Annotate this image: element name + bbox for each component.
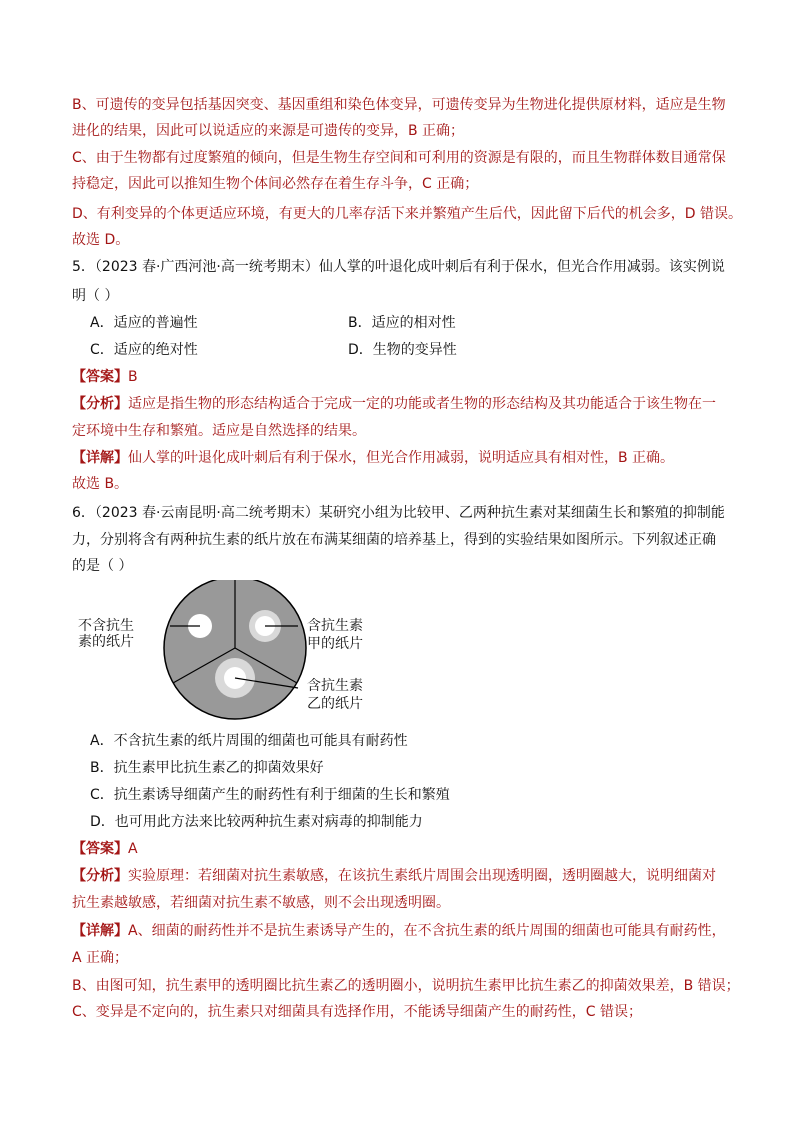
q5-detail-line-1 bbox=[72, 448, 674, 468]
q5-analysis-text-1: 适应是指生物的形态结构适合于完成一定的功能或者生物的形态结构及其功能适合于该生物在一 bbox=[128, 396, 716, 412]
q5-conclusion: 故选 B。 bbox=[72, 476, 129, 492]
q5-option-c: C．适应的绝对性 bbox=[90, 342, 198, 358]
prev-option-d-line-1: D、有利变异的个体更适应环境，有更大的几率存活下来并繁殖产生后代，因此留下后代的机会多，D 错误。 bbox=[72, 206, 743, 222]
prev-option-c-line-1: C、由于生物都有过度繁殖的倾向，但是生物生存空间和可利用的资源是有限的，而且生物群体数目通常保 bbox=[72, 150, 726, 166]
q5-analysis-line-1 bbox=[72, 394, 716, 414]
q6-analysis-line-2: 抗生素越敏感，若细菌对抗生素不敏感，则不会出现透明圈。 bbox=[72, 895, 450, 911]
label-antibiotic-a-line-2: 甲的纸片 bbox=[307, 636, 363, 652]
q5-stem-line-2: 明（ ） bbox=[72, 288, 119, 304]
q5-answer-tag: 【答案】 bbox=[72, 369, 128, 385]
label-antibiotic-a-line-1: 含抗生素 bbox=[307, 618, 363, 634]
q6-stem-line-3: 的是（ ） bbox=[72, 558, 133, 574]
q6-answer bbox=[72, 839, 138, 859]
q6-stem-line-1: 6．（2023 春·云南昆明·高二统考期末）某研究小组为比较甲、乙两种抗生素对某细菌生长和繁殖的抑制能 bbox=[72, 505, 725, 521]
label-antibiotic-b-line-1: 含抗生素 bbox=[307, 678, 363, 694]
q5-stem-line-1: 5．（2023 春·广西河池·高一统考期末）仙人掌的叶退化成叶刺后有利于保水，但光合作用减弱。该实例说 bbox=[72, 259, 725, 275]
prev-option-b-line-2: 进化的结果，因此可以说适应的来源是可遗传的变异，B 正确； bbox=[72, 123, 465, 139]
petri-dish-figure bbox=[70, 580, 390, 720]
label-antibiotic-b-line-2: 乙的纸片 bbox=[307, 696, 363, 712]
q6-option-b: B．抗生素甲比抗生素乙的抑菌效果好 bbox=[90, 760, 324, 776]
q5-analysis-tag: 【分析】 bbox=[72, 396, 128, 412]
q5-option-d: D．生物的变异性 bbox=[348, 342, 457, 358]
q6-analysis-tag: 【分析】 bbox=[72, 868, 128, 884]
q5-answer bbox=[72, 367, 138, 387]
q6-option-a: A．不含抗生素的纸片周围的细菌也可能具有耐药性 bbox=[90, 733, 408, 749]
q5-answer-value: B bbox=[128, 369, 138, 385]
q6-detail-a-text-1: A、细菌的耐药性并不是抗生素诱导产生的，在不含抗生素的纸片周围的细菌也可能具有耐药性， bbox=[128, 923, 726, 939]
q6-stem-line-2: 力，分别将含有两种抗生素的纸片放在布满某细菌的培养基上，得到的实验结果如图所示。下列叙述正确 bbox=[72, 532, 716, 548]
q6-detail-a-line-2: A 正确； bbox=[72, 950, 129, 966]
q5-detail-text-1: 仙人掌的叶退化成叶刺后有利于保水，但光合作用减弱，说明适应具有相对性，B 正确。 bbox=[128, 450, 675, 466]
q5-option-a: A．适应的普遍性 bbox=[90, 315, 198, 331]
q5-detail-tag: 【详解】 bbox=[72, 450, 128, 466]
label-control-line-2: 素的纸片 bbox=[78, 634, 134, 650]
q5-analysis-line-2: 定环境中生存和繁殖。适应是自然选择的结果。 bbox=[72, 423, 366, 439]
q6-analysis-text-1: 实验原理：若细菌对抗生素敏感，在该抗生素纸片周围会出现透明圈，透明圈越大，说明细菌对 bbox=[128, 868, 716, 884]
q6-detail-a-line-1 bbox=[72, 921, 726, 941]
q6-detail-tag: 【详解】 bbox=[72, 923, 128, 939]
q6-answer-value: A bbox=[128, 841, 138, 857]
label-control-line-1: 不含抗生 bbox=[78, 618, 134, 634]
prev-conclusion: 故选 D。 bbox=[72, 232, 130, 248]
q5-option-b: B．适应的相对性 bbox=[348, 315, 456, 331]
q6-option-c: C．抗生素诱导细菌产生的耐药性有利于细菌的生长和繁殖 bbox=[90, 787, 450, 803]
prev-option-b-line-1: B、可遗传的变异包括基因突变、基因重组和染色体变异，可遗传变异为生物进化提供原材料，适应是生物 bbox=[72, 97, 726, 113]
q6-analysis-line-1 bbox=[72, 866, 716, 886]
q6-answer-tag: 【答案】 bbox=[72, 841, 128, 857]
q6-option-d: D．也可用此方法来比较两种抗生素对病毒的抑制能力 bbox=[90, 814, 423, 830]
q6-detail-b-line-1: B、由图可知，抗生素甲的透明圈比抗生素乙的透明圈小，说明抗生素甲比抗生素乙的抑菌效果差，B 错误； bbox=[72, 978, 740, 994]
prev-option-c-line-2: 持稳定，因此可以推知生物个体间必然存在着生存斗争，C 正确； bbox=[72, 176, 479, 192]
q6-detail-c-line-1: C、变异是不定向的，抗生素只对细菌具有选择作用，不能诱导细菌产生的耐药性，C 错误； bbox=[72, 1004, 642, 1020]
